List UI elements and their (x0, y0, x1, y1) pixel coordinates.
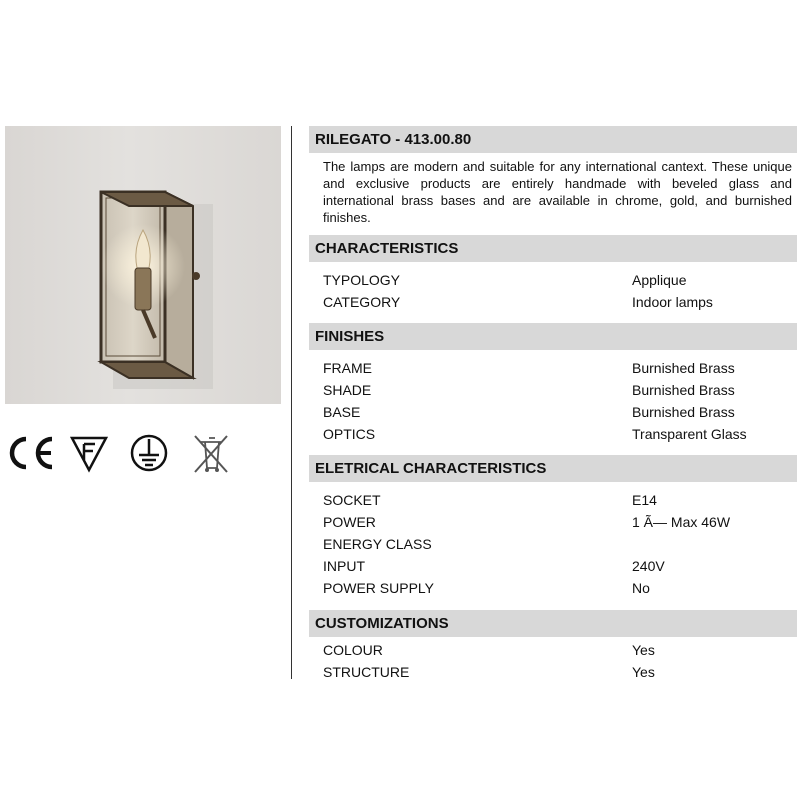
f-mark-icon (69, 430, 109, 476)
spec-label: CATEGORY (323, 294, 401, 310)
spec-value: 240V (632, 558, 665, 574)
spec-row-colour (323, 639, 797, 661)
spec-label: POWER (323, 514, 376, 530)
spec-row-power (323, 511, 797, 533)
spec-row-frame (323, 357, 797, 379)
spec-value: Burnished Brass (632, 360, 735, 376)
section-header-customizations: CUSTOMIZATIONS (309, 610, 797, 637)
product-photo (5, 126, 281, 404)
spec-label: POWER SUPPLY (323, 580, 434, 596)
spec-value: Applique (632, 272, 687, 288)
section-header-finishes: FINISHES (309, 323, 797, 350)
spec-value: Burnished Brass (632, 382, 735, 398)
spec-value: Yes (632, 664, 655, 680)
spec-label: OPTICS (323, 426, 376, 442)
wall-lamp-illustration (5, 126, 281, 404)
spec-label: SOCKET (323, 492, 381, 508)
spec-value: Indoor lamps (632, 294, 713, 310)
spec-row-power-supply (323, 577, 797, 599)
weee-bin-icon (191, 430, 231, 476)
spec-label: INPUT (323, 558, 365, 574)
spec-value: E14 (632, 492, 657, 508)
spec-row-input (323, 555, 797, 577)
spec-label: STRUCTURE (323, 664, 410, 680)
spec-row-shade (323, 379, 797, 401)
section-header-characteristics: CHARACTERISTICS (309, 235, 797, 262)
spec-row-category (323, 291, 797, 313)
spec-label: COLOUR (323, 642, 383, 658)
spec-value: Transparent Glass (632, 426, 747, 442)
spec-label: SHADE (323, 382, 372, 398)
spec-row-optics (323, 423, 797, 445)
ce-mark-icon (5, 430, 55, 476)
spec-label: TYPOLOGY (323, 272, 401, 288)
spec-row-structure (323, 661, 797, 683)
spec-value: Yes (632, 642, 655, 658)
product-description: The lamps are modern and suitable for any international cantext. These unique and exclusive products are entirely handmade with beveled glass and international brass bases and are available in chrome, gold, and burnished finishes. (323, 159, 792, 225)
spec-value: Burnished Brass (632, 404, 735, 420)
section-header-electrical: ELETRICAL CHARACTERISTICS (309, 455, 797, 482)
spec-row-base (323, 401, 797, 423)
spec-row-energy-class (323, 533, 797, 555)
spec-row-typology (323, 269, 797, 291)
earth-ground-icon (129, 430, 171, 476)
spec-sheet (291, 126, 797, 679)
spec-row-socket (323, 489, 797, 511)
spec-label: ENERGY CLASS (323, 536, 432, 552)
product-title: RILEGATO - 413.00.80 (309, 126, 797, 153)
certification-marks (5, 430, 281, 476)
spec-value: 1 Ã— Max 46W (632, 514, 731, 530)
spec-label: BASE (323, 404, 361, 420)
spec-label: FRAME (323, 360, 372, 376)
spec-value: No (632, 580, 650, 596)
